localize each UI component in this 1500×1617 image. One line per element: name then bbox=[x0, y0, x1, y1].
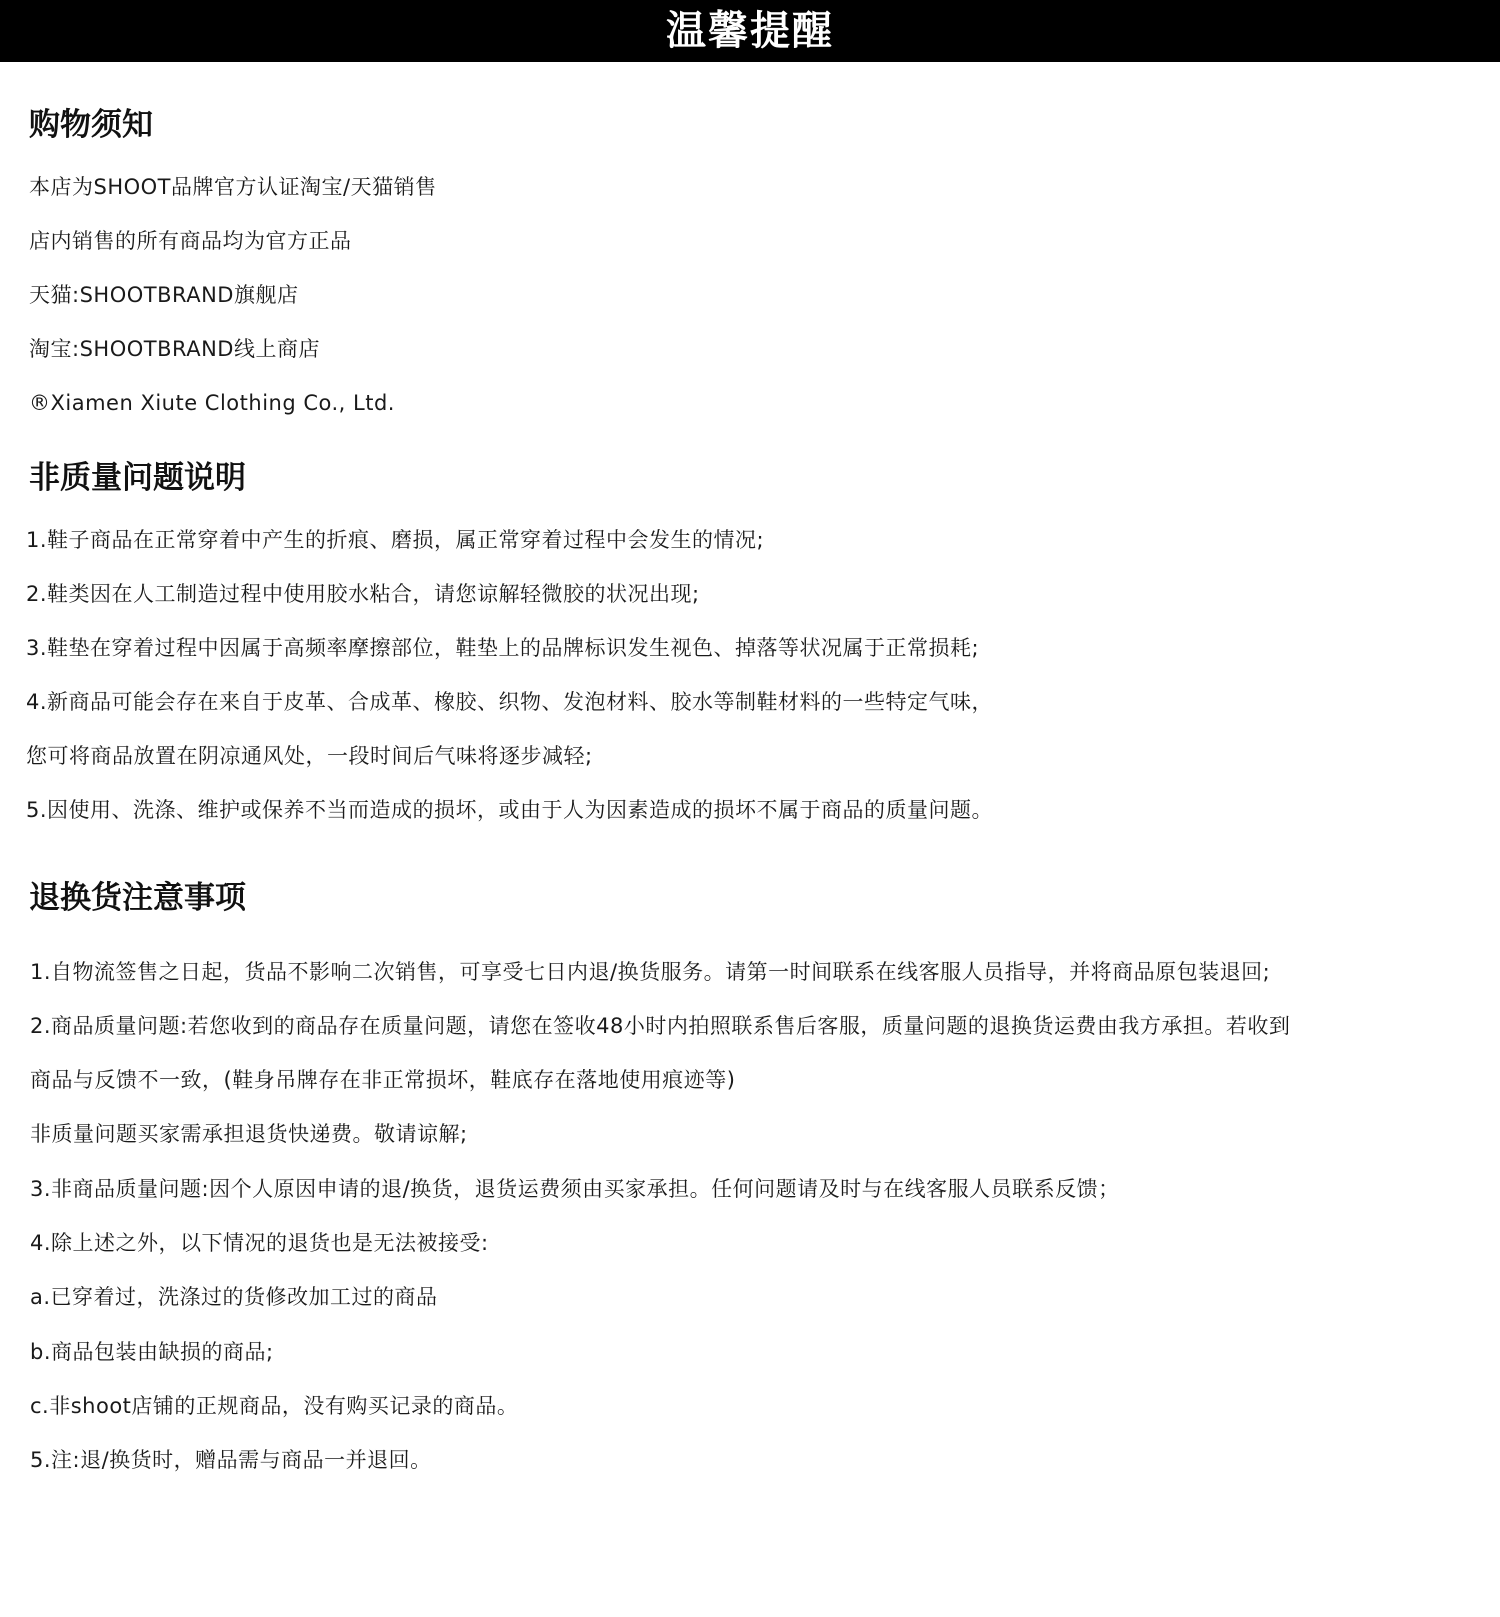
returns-line: 1.自物流签售之日起，货品不影响二次销售，可享受七日内退/换货服务。请第一时间联系在线客服人员指导，并将商品原包装退回; bbox=[30, 960, 1271, 984]
non-quality-line: 2.鞋类因在人工制造过程中使用胶水粘合，请您谅解轻微胶的状况出现; bbox=[26, 582, 700, 606]
shopping-notice-heading: 购物须知 bbox=[29, 107, 153, 143]
returns-line: 2.商品质量问题:若您收到的商品存在质量问题，请您在签收48小时内拍照联系售后客服，质量问题的退换货运费由我方承担。若收到 bbox=[30, 1014, 1291, 1038]
shopping-notice-line: 店内销售的所有商品均为官方正品 bbox=[29, 229, 352, 253]
returns-line: 4.除上述之外，以下情况的退货也是无法被接受: bbox=[30, 1231, 489, 1255]
returns-line: 3.非商品质量问题:因个人原因申请的退/换货，退货运费须由买家承担。任何问题请及时与在线客服人员联系反馈； bbox=[30, 1177, 1120, 1201]
returns-heading: 退换货注意事项 bbox=[29, 880, 246, 916]
copyright-line: ®Xiamen Xiute Clothing Co., Ltd. bbox=[29, 391, 395, 415]
non-quality-line: 您可将商品放置在阴凉通风处，一段时间后气味将逐步减轻; bbox=[26, 744, 593, 768]
returns-line: 5.注:退/换货时，赠品需与商品一并退回。 bbox=[30, 1448, 432, 1472]
returns-line: a.已穿着过，洗涤过的货修改加工过的商品 bbox=[30, 1285, 438, 1309]
returns-line: b.商品包装由缺损的商品; bbox=[30, 1340, 274, 1364]
non-quality-heading: 非质量问题说明 bbox=[29, 460, 246, 496]
header-banner bbox=[0, 0, 1500, 62]
shopping-notice-line: 淘宝:SHOOTBRAND线上商店 bbox=[29, 337, 320, 361]
returns-line: 商品与反馈不一致，(鞋身吊牌存在非正常损坏，鞋底存在落地使用痕迹等) bbox=[30, 1068, 736, 1092]
shopping-notice-line: 本店为SHOOT品牌官方认证淘宝/天猫销售 bbox=[29, 175, 437, 199]
non-quality-line: 1.鞋子商品在正常穿着中产生的折痕、磨损，属正常穿着过程中会发生的情况; bbox=[26, 528, 765, 552]
returns-line: 非质量问题买家需承担退货快递费。敬请谅解; bbox=[30, 1122, 468, 1146]
non-quality-line: 3.鞋垫在穿着过程中因属于高频率摩擦部位，鞋垫上的品牌标识发生视色、掉落等状况属于正常损耗; bbox=[26, 636, 980, 660]
page-title: 温馨提醒 bbox=[666, 8, 834, 54]
returns-line: c.非shoot店铺的正规商品，没有购买记录的商品。 bbox=[30, 1394, 519, 1418]
non-quality-line: 5.因使用、洗涤、维护或保养不当而造成的损坏，或由于人为因素造成的损坏不属于商品的质量问题。 bbox=[26, 798, 994, 822]
non-quality-line: 4.新商品可能会存在来自于皮革、合成革、橡胶、织物、发泡材料、胶水等制鞋材料的一些特定气味， bbox=[26, 690, 994, 714]
shopping-notice-line: 天猫:SHOOTBRAND旗舰店 bbox=[29, 283, 299, 307]
